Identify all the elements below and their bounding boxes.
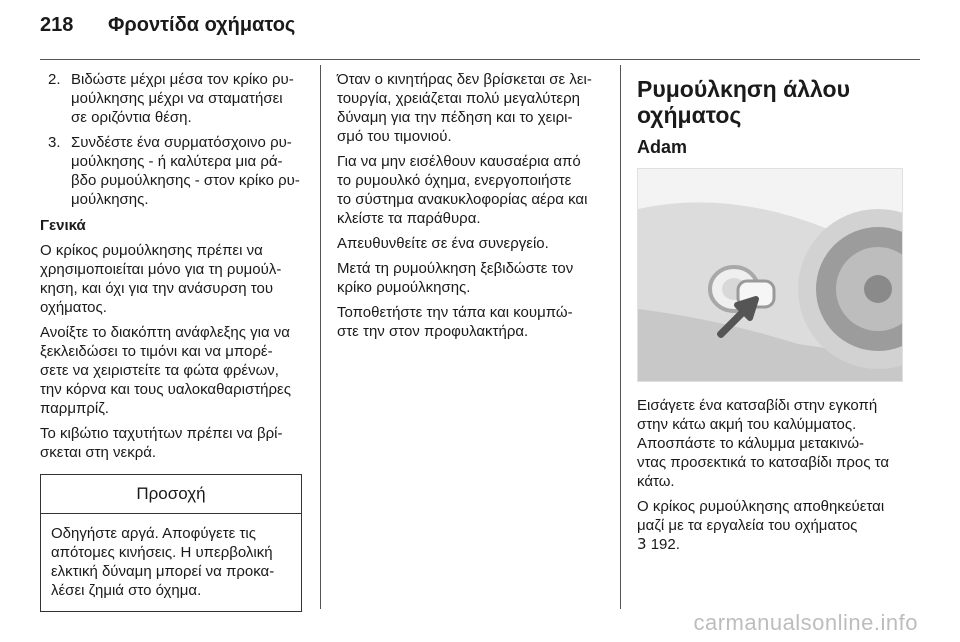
tow-eye-cover-illustration (637, 168, 903, 382)
steps-list (40, 70, 304, 209)
section-title: Ρυμούλκηση άλλου οχήματος (637, 76, 850, 128)
model-heading: Adam (637, 137, 688, 157)
cap-paragraph: Τοποθετήστε την τάπα και κουμπώ- στε την στον προφυλακτήρα. (337, 304, 573, 340)
page-number: 218 (40, 14, 74, 36)
list-item (40, 70, 304, 127)
gearbox-paragraph: Το κιβώτιο ταχυτήτων πρέπει να βρί- σκεται στη νεκρά. (40, 425, 283, 461)
page-title: Φροντίδα οχήματος (108, 14, 296, 36)
warning-title: Προσοχή (41, 475, 301, 514)
storage-paragraph (637, 497, 901, 554)
page-reference-icon: 3 (637, 535, 647, 553)
general-heading: Γενικά (40, 217, 86, 234)
column-divider-1 (320, 65, 321, 609)
ignition-paragraph: Ανοίξτε το διακόπτη ανάφλεξης για να ξεκλειδώσει το τιμόνι και να μπορέ- σετε να χειριστείτε τα φώτα φρένων, την κόρνα και τους υαλοκαθαριστήρες παρμπρίζ. (40, 324, 291, 417)
warning-box (40, 474, 302, 612)
column-1 (40, 70, 304, 612)
unscrew-paragraph: Μετά τη ρυμούλκηση ξεβιδώστε τον κρίκο ρυμούλκησης. (337, 260, 574, 296)
workshop-paragraph: Απευθυνθείτε σε ένα συνεργείο. (337, 235, 549, 252)
page-reference[interactable]: 192. (650, 536, 680, 553)
general-text: Ο κρίκος ρυμούλκησης πρέπει να χρησιμοποιείται μόνο για τη ρυμούλ- κηση, και όχι για την ανάσυρση του οχήματος. (40, 242, 282, 316)
storage-text: Ο κρίκος ρυμούλκησης αποθηκεύεται μαζί με τα εργαλεία του οχήματος (637, 498, 885, 534)
engine-off-paragraph: Όταν ο κινητήρας δεν βρίσκεται σε λει- τουργία, χρειάζεται πολύ μεγαλύτερη δύναμη για την πέδηση και το χειρι- σμό του τιμονιού. (337, 71, 592, 145)
page-header (40, 14, 295, 37)
remove-cover-paragraph: Εισάγετε ένα κατσαβίδι στην εγκοπή στην κάτω ακμή του καλύμματος. Αποσπάστε το κάλυμμα μετακινώ- ντας προσεκτικά το κατσαβίδι προς τα κάτω. (637, 397, 890, 490)
column-2 (337, 70, 603, 347)
column-divider-2 (620, 65, 621, 609)
exhaust-paragraph: Για να μην εισέλθουν καυσαέρια από το ρυμουλκό όχημα, ενεργοποιήστε το σύστημα ανακυκλοφορίας αέρα και κλείστε τα παράθυρα. (337, 153, 588, 227)
step-number: 2. (48, 71, 61, 88)
list-item (40, 133, 304, 209)
column-3 (637, 70, 901, 560)
step-text: Συνδέστε ένα συρματόσχοινο ρυ- μούλκησης - ή καλύτερα μια ρά- βδο ρυμούλκησης - στον κρίκο ρυ- μούλκησης. (71, 134, 300, 208)
step-number: 3. (48, 134, 61, 151)
header-rule (40, 59, 920, 60)
warning-text: Οδηγήστε αργά. Αποφύγετε τις απότομες κινήσεις. Η υπερβολική ελκτική δύναμη μπορεί να προκα- λέσει ζημιά στο όχημα. (51, 525, 275, 599)
watermark: carmanualsonline.info (693, 610, 918, 635)
step-text: Βιδώστε μέχρι μέσα τον κρίκο ρυ- μούλκησης μέχρι να σταματήσει σε οριζόντια θέση. (71, 71, 294, 126)
